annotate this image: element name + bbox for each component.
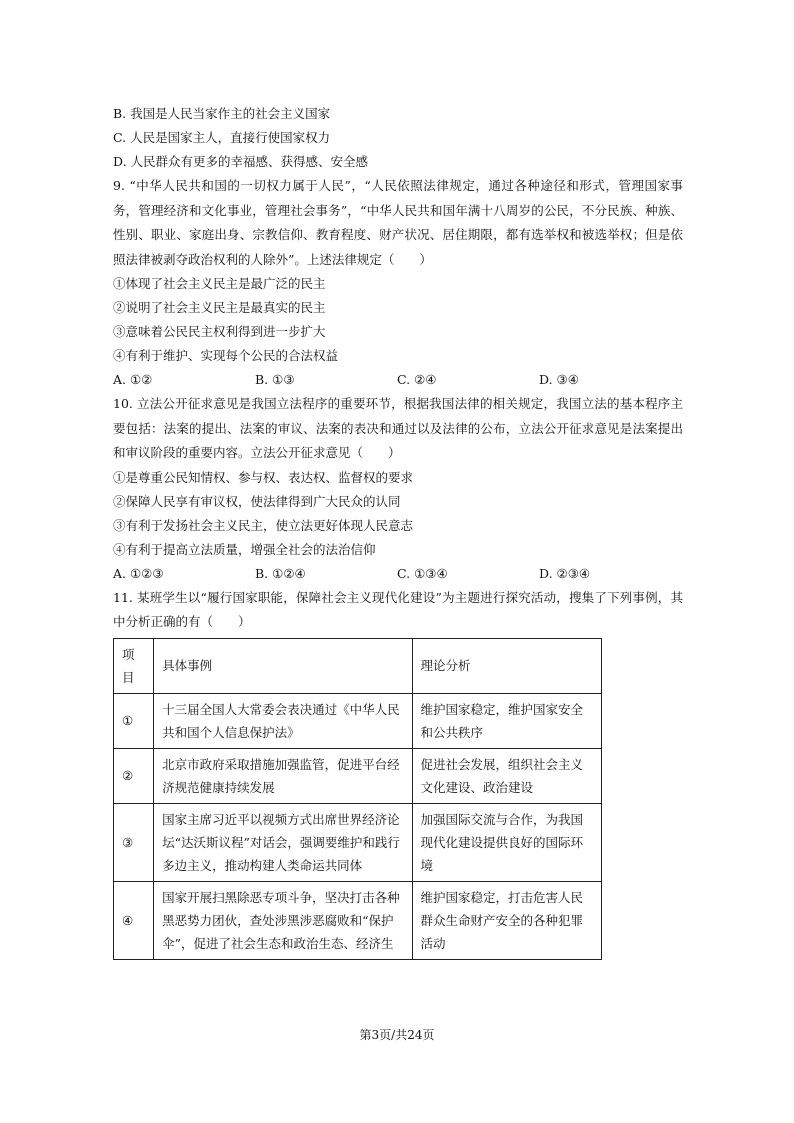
q10-option-c: C. ①③④ <box>397 565 448 581</box>
page-number-footer: 第3页/共24页 <box>359 1028 435 1042</box>
q9-item: ④有利于维护、实现每个公民的合法权益 <box>113 348 339 363</box>
q9-stem: 9. “中华人民共和国的一切权力属于人民”，“人民依照法律规定，通过各种途径和形式，管理国家事务，管理经济和文化事业，管理社会事务”，“中华人民共和国年满十八周岁的公民，不分民族、种族、性别、职业、家庭出身、宗教信仰、教育程度、财产状况、居住期限，都有选举权和被选举权；但是依照法律被剥夺政治权利的人除外”。上述法律规定（ ） <box>113 178 683 267</box>
q10-option-d: D. ②③④ <box>539 565 591 581</box>
table-cell-case: 国家主席习近平以视频方式出席世界经济论坛“达沃斯议程”对话会，强调要维护和践行多边主义，推动构建人类命运共同体 <box>154 803 412 881</box>
page-content <box>113 102 683 960</box>
q11-table <box>113 638 602 960</box>
q10-options <box>113 562 683 586</box>
q11-stem: 11. 某班学生以“履行国家职能，保障社会主义现代化建设”为主题进行探究活动，搜集了下列事例，其中分析正确的有（ ） <box>113 589 683 629</box>
q9-item: ③意味着公民民主权利得到进一步扩大 <box>113 324 326 339</box>
q10-item: ①是尊重公民知情权、参与权、表达权、监督权的要求 <box>113 469 414 485</box>
q10-item: ③有利于发扬社会主义民主，使立法更好体现人民意志 <box>113 517 414 533</box>
q9-item: ②说明了社会主义民主是最真实的民主 <box>113 300 326 315</box>
table-cell-no: ④ <box>114 881 154 959</box>
table-cell-no: ② <box>114 748 154 803</box>
table-row <box>114 748 602 803</box>
table-header-cell: 理论分析 <box>412 638 601 693</box>
table-cell-analysis: 维护国家稳定，打击危害人民群众生命财产安全的各种犯罪活动 <box>412 881 601 959</box>
table-row <box>114 693 602 748</box>
table-cell-case: 国家开展扫黑除恶专项斗争，坚决打击各种黑恶势力团伙，查处涉黑涉恶腐败和“保护伞”，促进了社会生态和政治生态、经济生 <box>154 881 412 959</box>
option-c-text: C. 人民是国家主人，直接行使国家权力 <box>113 130 331 145</box>
q9-option-b: B. ①③ <box>255 372 295 387</box>
table-cell-case: 十三届全国人大常委会表决通过《中华人民共和国个人信息保护法》 <box>154 693 412 748</box>
table-header-cell: 项目 <box>114 638 154 693</box>
table-cell-analysis: 促进社会发展，组织社会主义文化建设、政治建设 <box>412 748 601 803</box>
table-cell-no: ① <box>114 693 154 748</box>
q10-item: ④有利于提高立法质量，增强全社会的法治信仰 <box>113 541 376 557</box>
option-b-text: B. 我国是人民当家作主的社会主义国家 <box>113 106 331 121</box>
q9-option-a: A. ①② <box>113 372 153 387</box>
table-cell-analysis: 加强国际交流与合作，为我国现代化建设提供良好的国际环境 <box>412 803 601 881</box>
q9-options <box>113 368 683 392</box>
table-row <box>114 881 602 959</box>
table-cell-analysis: 维护国家稳定，维护国家安全和公共秩序 <box>412 693 601 748</box>
table-row <box>114 803 602 881</box>
q10-item: ②保障人民享有审议权，使法律得到广大民众的认同 <box>113 493 401 509</box>
q9-option-c: C. ②④ <box>397 372 437 387</box>
table-header-cell: 具体事例 <box>154 638 412 693</box>
table-cell-case: 北京市政府采取措施加强监管，促进平台经济规范健康持续发展 <box>154 748 412 803</box>
q10-stem: 10. 立法公开征求意见是我国立法程序的重要环节，根据我国法律的相关规定，我国立法的基本程序主要包括：法案的提出、法案的审议、法案的表决和通过以及法律的公布，立法公开征求意见是法案提出和审议阶段的重要内容。立法公开征求意见（ ） <box>113 396 683 460</box>
q9-option-d: D. ③④ <box>539 372 579 387</box>
q10-option-b: B. ①②④ <box>255 565 306 581</box>
table-header-row <box>114 638 602 693</box>
q9-item: ①体现了社会主义民主是最广泛的民主 <box>113 276 326 291</box>
option-d-text: D. 人民群众有更多的幸福感、获得感、安全感 <box>113 154 369 169</box>
q10-option-a: A. ①②③ <box>113 565 164 581</box>
table-cell-no: ③ <box>114 803 154 881</box>
